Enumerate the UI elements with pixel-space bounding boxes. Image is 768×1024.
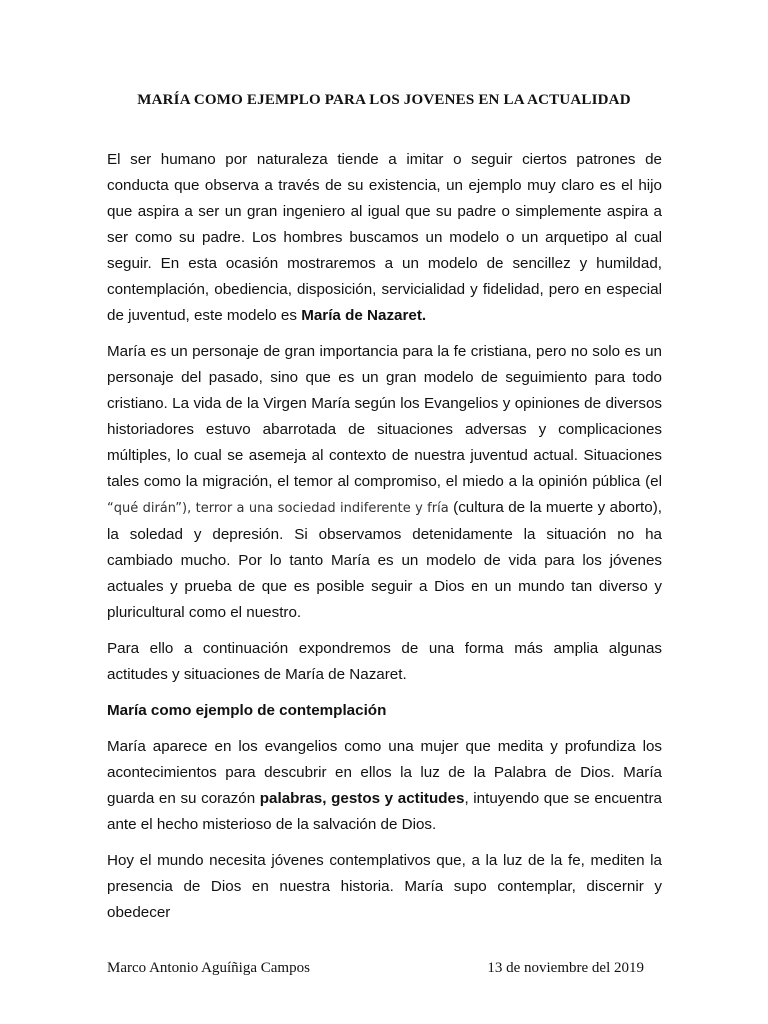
paragraph-contemplacion-text-a: María aparece en los evangelios como una mujer que medita y profundiza los acontecimientos para descubrir en ellos la luz de la Palabra de Dios. María guarda en su corazón — [107, 738, 662, 807]
paragraph-intro — [107, 147, 662, 329]
paragraph-maria-alt-font-text: “qué dirán”), terror a una sociedad indiferente y fría — [107, 501, 449, 516]
paragraph-contemplacion-bold: palabras, gestos y actitudes — [259, 790, 465, 807]
document-title: MARÍA COMO EJEMPLO PARA LOS JOVENES EN LA ACTUALIDAD — [137, 92, 631, 108]
paragraph-maria-text-b: (cultura de la muerte y aborto), la soledad y depresión. Si observamos detenidamente la situación no ha cambiado mucho. Por lo tanto María es un modelo de vida para los jóvenes actuales y prueba de que es posible seguir a Dios en un mundo tan diverso y pluricultural como el nuestro. — [107, 499, 662, 621]
paragraph-intro-text: El ser humano por naturaleza tiende a imitar o seguir ciertos patrones de conducta que observa a través de su existencia, un ejemplo muy claro es el hijo que aspira a ser un gran ingeniero al igual que su padre o simplemente aspira a ser como su padre. Los hombres buscamos un modelo o un arquetipo al cual seguir. En esta ocasión mostraremos a un modelo de sencillez y humildad, contemplación, obediencia, disposición, servicialidad y fidelidad, pero en especial de juventud, este modelo es — [107, 151, 662, 324]
paragraph-mundo-necesita: Hoy el mundo necesita jóvenes contemplativos que, a la luz de la fe, mediten la presencia de Dios en nuestra historia. María supo contemplar, discernir y obedecer — [107, 852, 662, 921]
footer-date: 13 de noviembre del 2019 — [487, 960, 644, 976]
paragraph-maria-personaje — [107, 339, 662, 626]
paragraph-continuacion: Para ello a continuación expondremos de una forma más amplia algunas actitudes y situaciones de María de Nazaret. — [107, 640, 662, 683]
paragraph-intro-bold: María de Nazaret. — [301, 307, 427, 324]
paragraph-contemplacion-text-b: , intuyendo que se encuentra ante el hecho misterioso de la salvación de Dios. — [107, 790, 662, 833]
footer-author: Marco Antonio Aguíñiga Campos — [107, 960, 310, 976]
paragraph-contemplacion — [107, 734, 662, 838]
section-heading-contemplacion: María como ejemplo de contemplación — [107, 702, 387, 719]
paragraph-maria-text-a: María es un personaje de gran importancia para la fe cristiana, pero no solo es un personaje del pasado, sino que es un gran modelo de seguimiento para todo cristiano. La vida de la Virgen María según los Evangelios y opiniones de diversos historiadores estuvo abarrotada de situaciones adversas y complicaciones múltiples, lo cual se asemeja al contexto de nuestra juventud actual. Situaciones tales como la migración, el temor al compromiso, el miedo a la opinión pública (el — [107, 343, 662, 490]
document-body — [107, 147, 662, 936]
